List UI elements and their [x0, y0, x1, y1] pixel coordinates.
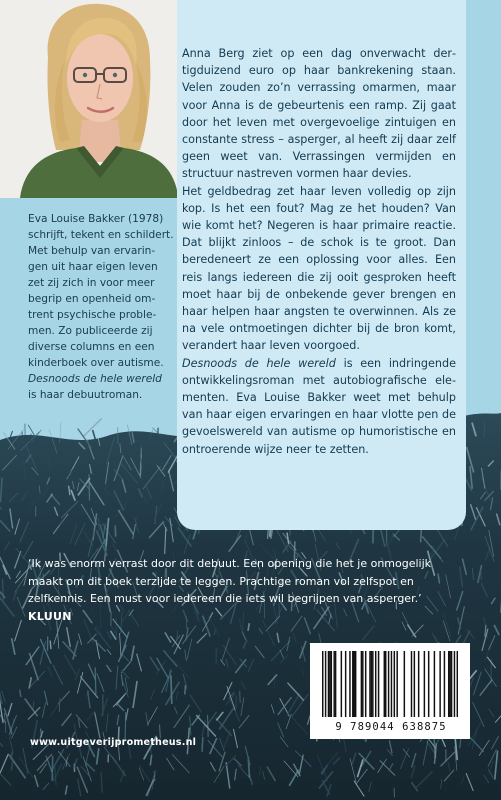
review-quote: [28, 555, 468, 625]
barcode-bars: [322, 651, 458, 721]
barcode: [310, 643, 470, 739]
blurb-paragraph-2: Het geldbedrag zet haar leven volledig op zijn kop. Is het een fout? Mag ze het houden? Van wie komt het? Negeren is haar primaire reactie. Dat blijkt zinloos – de schok is te groot. Dan beredeneert ze een oplossing voor alles. Een reis langs iedereen die zij ooit gesproken heeft moet haar bij de onbekende gever brengen en haar helpen haar angsten te overwinnen. Als ze na vele ontmoetingen dichter bij de bron komt, verandert haar leven voorgoed.: [182, 184, 456, 353]
publisher-website: www.uitgeverijprometheus.nl: [30, 737, 197, 748]
blurb-text: [182, 45, 456, 458]
author-bio-text: [28, 211, 178, 371]
author-bio-line: men. Zo publiceerde zij: [28, 325, 153, 337]
author-bio-line: Eva Louise Bakker (1978): [28, 213, 164, 225]
blurb-paragraph-3-rest: is een indringende ontwikkelingsroman met autobiografische elementen. Eva Louise Bakker weet met behulp van haar eigen ervaringen en haar vlotte pen de gevoelswereld van autisme op humoristische en ontroerende wijze neer te zetten.: [182, 356, 456, 456]
blurb-paragraph-1: Anna Berg ziet op een dag onverwacht dertigduizend euro op haar bankrekening staan. Velen zouden zo’n verrassing omarmen, maar voor Anna is de gebeurtenis een ramp. Zij gaat door het leven met overgevoelige zintuigen en constante stress – asperger, al heeft zij daar zelf geen weet van. Verrassingen vermijden en structuur nastreven vormen haar devies.: [182, 47, 456, 181]
barcode-digits: 9 789044 638875: [335, 721, 447, 733]
author-bio-line: begrip en openheid om-: [28, 293, 156, 305]
author-photo: [0, 0, 177, 198]
author-bio-line: Met behulp van ervarin-: [28, 245, 156, 257]
blurb-book-title: Desnoods de hele wereld: [182, 356, 336, 370]
author-bio-line: zet zij zich in voor meer: [28, 277, 155, 289]
book-title-italic: Desnoods de hele wereld: [28, 373, 162, 385]
author-bio: [28, 211, 178, 403]
blurb-paragraph-3: [182, 355, 456, 458]
author-bio-debut: [28, 371, 178, 403]
author-bio-line: diverse columns en een: [28, 341, 155, 353]
quote-text: ‘Ik was enorm verrast door dit debuut. Een opening die het je onmogelijk maakt om dit boek terzijde te leggen. Prachtige roman vol zelfspot en zelfkennis. Een must voor iedereen die iets wil begrijpen van asperger.’: [28, 557, 432, 605]
debut-suffix: is haar debuutroman.: [28, 389, 143, 401]
quote-attribution: KLUUN: [28, 609, 72, 623]
author-bio-line: trent psychische proble-: [28, 309, 157, 321]
author-bio-line: kinderboek over autisme.: [28, 357, 164, 369]
author-bio-line: schrijft, tekent en schildert.: [28, 229, 174, 241]
author-bio-line: gen uit haar eigen leven: [28, 261, 158, 273]
